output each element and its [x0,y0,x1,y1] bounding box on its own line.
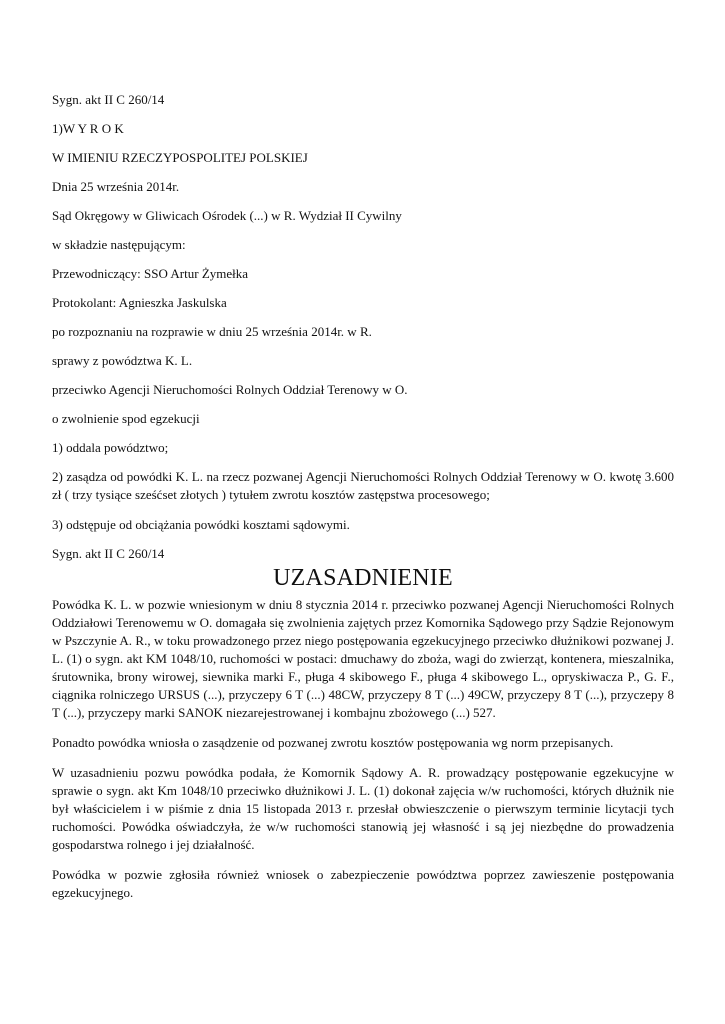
court-name: Sąd Okręgowy w Gliwicach Ośrodek (...) w R. Wydział II Cywilny [52,208,402,223]
ruling-point-3: 3) odstępuje od obciążania powódki kosztami sądowymi. [52,517,350,532]
composition-label: w składzie następującym: [52,237,186,252]
judgment-heading: 1)W Y R O K [52,121,124,136]
hearing-info: po rozpoznaniu na rozprawie w dniu 25 września 2014r. w R. [52,324,372,339]
ruling-point-2: 2) zasądza od powódki K. L. na rzecz pozwanej Agencji Nieruchomości Rolnych Oddział Terenowy w O. kwotę 3.600 zł ( trzy tysiące sześćset złotych ) tytułem zwrotu kosztów zastępstwa procesowego; [52,469,674,502]
presiding-judge: Przewodniczący: SSO Artur Żymełka [52,266,249,281]
document-page [52,91,674,914]
case-signature-repeat: Sygn. akt II C 260/14 [52,546,165,561]
ruling-point-1: 1) oddala powództwo; [52,440,169,455]
republic-heading: W IMIENIU RZECZYPOSPOLITEJ POLSKIEJ [52,150,308,165]
defendant-line: przeciwko Agencji Nieruchomości Rolnych Oddział Terenowy w O. [52,382,408,397]
plaintiff-line: sprawy z powództwa K. L. [52,353,193,368]
case-signature: Sygn. akt II C 260/14 [52,92,165,107]
justification-paragraph: Ponadto powódka wniosła o zasądzenie od pozwanej zwrotu kosztów postępowania wg norm przepisanych. [52,735,614,750]
judgment-date: Dnia 25 września 2014r. [52,179,180,194]
justification-paragraph: Powódka w pozwie zgłosiła również wniosek o zabezpieczenie powództwa poprzez zawieszenie postępowania egzekucyjnego. [52,867,674,900]
court-clerk: Protokolant: Agnieszka Jaskulska [52,295,227,310]
justification-paragraph: W uzasadnieniu pozwu powódka podała, że Komornik Sądowy A. R. prowadzący postępowanie egzekucyjne w sprawie o sygn. akt Km 1048/10 przeciwko dłużnikowi J. L. (1) dokonał zajęcia w/w ruchomości, których dłużnik nie był właścicielem i w piśmie z dnia 15 listopada 2013 r. przesłał obwieszczenie o pierwszym terminie licytacji tych ruchomości. Powódka oświadczyła, że w/w ruchomości stanowią jej własność i są jej niezbędne do prowadzenia gospodarstwa rolnego i jej działalność. [52,765,674,852]
justification-title: UZASADNIENIE [273,565,453,591]
justification-paragraph: Powódka K. L. w pozwie wniesionym w dniu 8 stycznia 2014 r. przeciwko pozwanej Agencji Nieruchomości Rolnych Oddziałowi Terenowemu w O. domagała się zwolnienia zajętych przez Komornika Sądowego przy Sądzie Rejonowym w Pszczynie A. R., w toku prowadzonego przez niego postępowania egzekucyjnego przeciwko dłużnikowi pozwanej J. L. (1) o sygn. akt KM 1048/10, ruchomości w postaci: dmuchawy do zboża, wagi do zwierząt, kontenera, mieszalnika, śrutownika, brony wirowej, siewnika marki F., pługa 4 skibowego F., pługa 4 skibowego L., opryskiwacza P., G. F., ciągnika rolniczego URSUS (...), przyczepy 6 T (...) 48CW, przyczepy 8 T (...) 49CW, przyczepy 8 T (...), przyczepy 8 T (...), przyczepy marki SANOK niezarejestrowanej i kombajnu zbożowego (...) 527. [52,597,674,720]
case-subject: o zwolnienie spod egzekucji [52,411,200,426]
